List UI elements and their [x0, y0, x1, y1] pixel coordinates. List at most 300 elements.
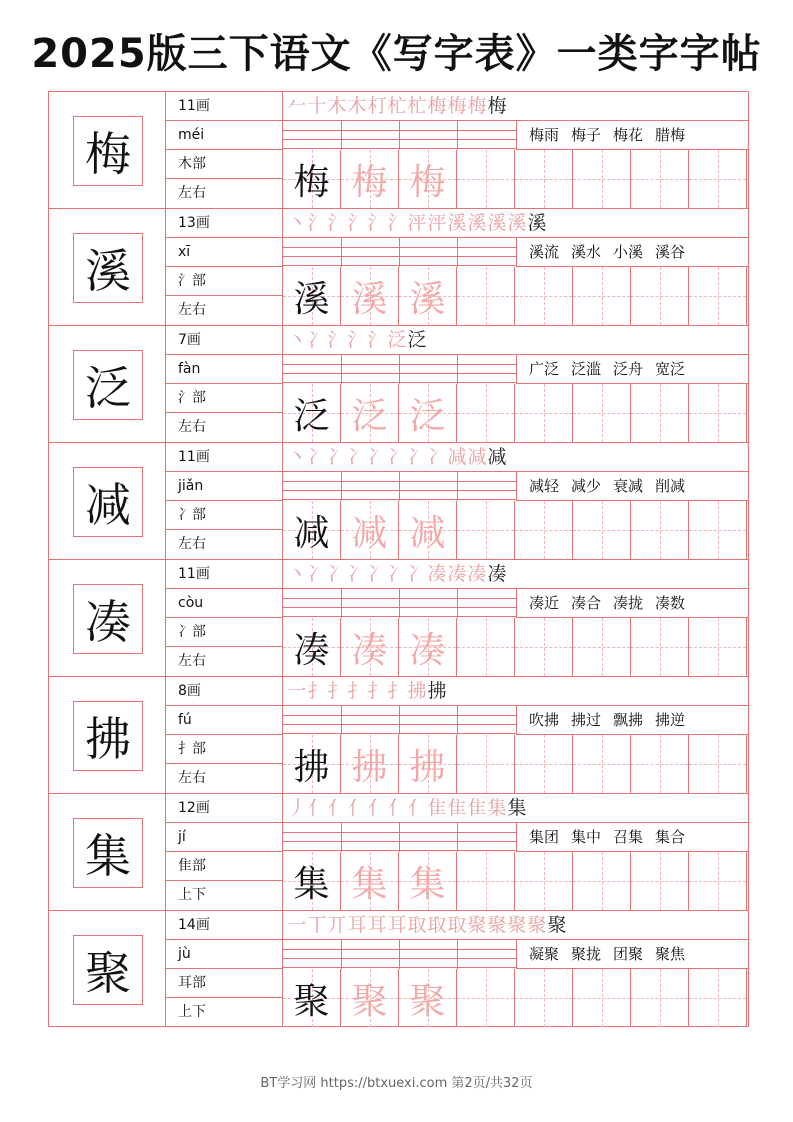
practice-area: [283, 911, 748, 1027]
grid-cell: [689, 384, 747, 442]
word: 集团: [529, 828, 560, 846]
word-list: [516, 472, 748, 501]
structure: 左右: [178, 536, 206, 552]
char-cell: [49, 794, 166, 910]
word: 凑拢: [613, 594, 644, 612]
grid-cell: [283, 735, 341, 793]
stroke-step: 集: [487, 797, 507, 819]
char-info: [166, 677, 283, 793]
pinyin: jiǎn: [166, 472, 282, 501]
stroke-step: 冫: [387, 563, 407, 585]
stroke-step: 取: [447, 914, 467, 936]
copybook-sheet: [48, 91, 749, 1027]
tianzi-grid: [283, 618, 748, 676]
practice-char: 泛: [409, 395, 446, 437]
word-list: [516, 355, 748, 384]
char-cell: [49, 560, 166, 676]
grid-cell: [573, 267, 631, 325]
practice-char: 集: [409, 863, 446, 905]
grid-cell: [515, 735, 573, 793]
practice-area: [283, 560, 748, 676]
word-list: [516, 940, 748, 969]
pinyin-lines: [283, 472, 516, 501]
char-cell: [49, 92, 166, 208]
word: 吹拂: [529, 711, 560, 729]
practice-char: 溪: [293, 278, 330, 320]
structure: 左右: [178, 302, 206, 318]
word: 宽泛: [655, 360, 686, 378]
tianzi-grid: [283, 735, 748, 793]
structure: 上下: [178, 1004, 206, 1020]
grid-cell: [341, 735, 399, 793]
grid-cell: [689, 618, 747, 676]
stroke-step: 丶: [287, 563, 307, 585]
page-title: 2025版三下语文《写字表》一类字字帖: [31, 31, 762, 77]
stroke-step: 丌: [327, 914, 347, 936]
char-cell: [49, 326, 166, 442]
grid-cell: [341, 267, 399, 325]
pinyin-lines: [283, 589, 516, 618]
word: 减轻: [529, 477, 560, 495]
grid-cell: [631, 618, 689, 676]
pinyin-lines: [283, 823, 516, 852]
stroke-step: 溪: [507, 212, 527, 234]
pinyin: xī: [166, 238, 282, 267]
stroke-step: 溪: [447, 212, 467, 234]
grid-cell: [689, 852, 747, 910]
char-row: [49, 677, 748, 794]
stroke-step: 丶: [287, 446, 307, 468]
stroke-step: 冫: [307, 446, 327, 468]
grid-cell: [515, 969, 573, 1027]
tianzi-grid: [283, 501, 748, 559]
char-row: [49, 209, 748, 326]
stroke-step: 亻: [407, 797, 427, 819]
pinyin-lines: [283, 706, 516, 735]
grid-cell: [573, 969, 631, 1027]
stroke-step: 冫: [367, 446, 387, 468]
stroke-step: 拂: [407, 680, 427, 702]
stroke-count: 14画: [166, 911, 282, 940]
stroke-step: 扌: [327, 680, 347, 702]
grid-cell: [341, 501, 399, 559]
stroke-step: 亻: [347, 797, 367, 819]
stroke-order: [283, 209, 748, 238]
stroke-step: 冫: [307, 563, 327, 585]
stroke-step: 减: [487, 446, 507, 468]
grid-cell: [283, 150, 341, 208]
stroke-step: 杧: [387, 95, 407, 117]
grid-cell: [341, 969, 399, 1027]
stroke-step: 氵: [327, 212, 347, 234]
grid-cell: [573, 852, 631, 910]
grid-cell: [631, 852, 689, 910]
grid-cell: [341, 384, 399, 442]
stroke-step: 聚: [527, 914, 547, 936]
stroke-step: 溪: [467, 212, 487, 234]
stroke-step: 凑: [427, 563, 447, 585]
char-row: [49, 560, 748, 677]
stroke-step: 十: [307, 95, 327, 117]
pinyin: fàn: [166, 355, 282, 384]
grid-cell: [515, 384, 573, 442]
stroke-step: 凑: [447, 563, 467, 585]
char-info: [166, 911, 283, 1027]
stroke-step: 溪: [527, 212, 547, 234]
tianzi-grid: [283, 852, 748, 910]
stroke-step: 氵: [367, 212, 387, 234]
char-row: [49, 443, 748, 560]
practice-char: 溪: [409, 278, 446, 320]
grid-cell: [515, 267, 573, 325]
grid-cell: [283, 969, 341, 1027]
stroke-step: 木: [347, 95, 367, 117]
radical: 氵部: [166, 267, 282, 296]
word: 拂逆: [655, 711, 686, 729]
practice-area: [283, 443, 748, 559]
stroke-step: 冫: [407, 446, 427, 468]
practice-area: [283, 677, 748, 793]
grid-cell: [457, 618, 515, 676]
grid-cell: [631, 501, 689, 559]
big-char: 凑: [73, 584, 143, 654]
stroke-count: 13画: [166, 209, 282, 238]
tianzi-grid: [283, 267, 748, 325]
grid-cell: [573, 618, 631, 676]
stroke-step: 杧: [407, 95, 427, 117]
stroke-step: 泛: [387, 329, 407, 351]
word-list: [516, 238, 748, 267]
grid-cell: [573, 735, 631, 793]
word: 腊梅: [655, 126, 686, 144]
radical: 扌部: [166, 735, 282, 764]
stroke-order: [283, 677, 748, 706]
char-row: [49, 794, 748, 911]
stroke-step: 扌: [307, 680, 327, 702]
big-char: 聚: [73, 935, 143, 1005]
stroke-step: 丶: [287, 212, 307, 234]
practice-area: [283, 209, 748, 325]
stroke-step: 扌: [387, 680, 407, 702]
radical: 木部: [166, 150, 282, 179]
stroke-step: 冫: [407, 563, 427, 585]
char-cell: [49, 677, 166, 793]
big-char: 减: [73, 467, 143, 537]
word-list: [516, 589, 748, 618]
stroke-step: 氵: [367, 329, 387, 351]
stroke-step: 冫: [347, 446, 367, 468]
practice-char: 凑: [293, 629, 330, 671]
word: 聚拢: [571, 945, 602, 963]
grid-cell: [283, 852, 341, 910]
char-cell: [49, 443, 166, 559]
word-list: [516, 823, 748, 852]
stroke-order: [283, 92, 748, 121]
grid-cell: [515, 150, 573, 208]
word: 集中: [571, 828, 602, 846]
grid-cell: [341, 852, 399, 910]
grid-cell: [689, 735, 747, 793]
char-info: [166, 326, 283, 442]
word: 凝聚: [529, 945, 560, 963]
char-row: [49, 326, 748, 443]
structure: 左右: [178, 185, 206, 201]
structure: 上下: [178, 887, 206, 903]
pinyin: còu: [166, 589, 282, 618]
practice-area: [283, 92, 748, 208]
radical: 耳部: [166, 969, 282, 998]
stroke-step: 取: [427, 914, 447, 936]
stroke-step: 氵: [307, 212, 327, 234]
char-info: [166, 209, 283, 325]
practice-char: 减: [409, 512, 446, 554]
stroke-step: 冫: [387, 446, 407, 468]
grid-cell: [457, 384, 515, 442]
radical: 冫部: [166, 501, 282, 530]
word: 团聚: [613, 945, 644, 963]
word-list: [516, 121, 748, 150]
word: 泛滥: [571, 360, 602, 378]
grid-cell: [515, 501, 573, 559]
char-cell: [49, 209, 166, 325]
stroke-step: 减: [447, 446, 467, 468]
stroke-step: 梅: [447, 95, 467, 117]
grid-cell: [457, 267, 515, 325]
grid-cell: [283, 618, 341, 676]
practice-char: 泛: [293, 395, 330, 437]
grid-cell: [689, 969, 747, 1027]
word: 削减: [655, 477, 686, 495]
word: 飘拂: [613, 711, 644, 729]
word: 广泛: [529, 360, 560, 378]
big-char: 泛: [73, 350, 143, 420]
stroke-count: 11画: [166, 443, 282, 472]
pinyin-lines: [283, 238, 516, 267]
word: 溪水: [571, 243, 602, 261]
big-char: 溪: [73, 233, 143, 303]
grid-cell: [399, 852, 457, 910]
word: 减少: [571, 477, 602, 495]
grid-cell: [341, 618, 399, 676]
char-row: [49, 911, 748, 1028]
practice-char: 凑: [351, 629, 388, 671]
grid-cell: [631, 150, 689, 208]
grid-cell: [689, 150, 747, 208]
stroke-step: 聚: [507, 914, 527, 936]
stroke-step: 取: [407, 914, 427, 936]
stroke-step: 耳: [347, 914, 367, 936]
word: 溪谷: [655, 243, 686, 261]
stroke-step: 丿: [287, 797, 307, 819]
stroke-step: 泙: [407, 212, 427, 234]
stroke-step: 亻: [307, 797, 327, 819]
stroke-step: 氵: [327, 329, 347, 351]
practice-char: 梅: [351, 161, 388, 203]
big-char: 拂: [73, 701, 143, 771]
grid-cell: [631, 735, 689, 793]
stroke-count: 12画: [166, 794, 282, 823]
word: 凑数: [655, 594, 686, 612]
char-info: [166, 443, 283, 559]
grid-cell: [399, 150, 457, 208]
char-cell: [49, 911, 166, 1027]
stroke-step: 氵: [347, 329, 367, 351]
stroke-count: 7画: [166, 326, 282, 355]
stroke-step: 隹: [467, 797, 487, 819]
word: 召集: [613, 828, 644, 846]
big-char: 集: [73, 818, 143, 888]
stroke-step: 冫: [307, 329, 327, 351]
stroke-step: 聚: [487, 914, 507, 936]
practice-char: 凑: [409, 629, 446, 671]
practice-area: [283, 794, 748, 910]
grid-cell: [341, 150, 399, 208]
grid-cell: [515, 618, 573, 676]
grid-cell: [689, 501, 747, 559]
stroke-step: 减: [467, 446, 487, 468]
word: 泛舟: [613, 360, 644, 378]
tianzi-grid: [283, 150, 748, 208]
grid-cell: [457, 501, 515, 559]
radical: 氵部: [166, 384, 282, 413]
stroke-step: 凑: [467, 563, 487, 585]
grid-cell: [573, 384, 631, 442]
stroke-step: 扌: [347, 680, 367, 702]
practice-char: 聚: [293, 980, 330, 1022]
grid-cell: [283, 384, 341, 442]
grid-cell: [457, 735, 515, 793]
stroke-step: 丅: [307, 914, 327, 936]
stroke-step: 冫: [327, 563, 347, 585]
stroke-step: 泛: [407, 329, 427, 351]
grid-cell: [631, 267, 689, 325]
stroke-step: 梅: [427, 95, 447, 117]
stroke-step: 冫: [347, 563, 367, 585]
practice-char: 泛: [351, 395, 388, 437]
grid-cell: [631, 384, 689, 442]
structure: 左右: [178, 770, 206, 786]
stroke-order: [283, 560, 748, 589]
grid-cell: [283, 267, 341, 325]
grid-cell: [457, 969, 515, 1027]
stroke-step: 溪: [487, 212, 507, 234]
structure: 左右: [178, 653, 206, 669]
stroke-step: 隹: [447, 797, 467, 819]
stroke-step: 拂: [427, 680, 447, 702]
stroke-step: 耳: [367, 914, 387, 936]
grid-cell: [399, 267, 457, 325]
pinyin: jù: [166, 940, 282, 969]
word: 聚焦: [655, 945, 686, 963]
stroke-step: 凑: [487, 563, 507, 585]
practice-char: 梅: [409, 161, 446, 203]
practice-char: 集: [351, 863, 388, 905]
page-footer: BT学习网 https://btxuexi.com 第2页/共32页: [260, 1076, 533, 1091]
stroke-step: 𠂉: [287, 95, 307, 117]
char-info: [166, 794, 283, 910]
grid-cell: [689, 267, 747, 325]
word-list: [516, 706, 748, 735]
grid-cell: [573, 150, 631, 208]
grid-cell: [399, 618, 457, 676]
stroke-step: 木: [327, 95, 347, 117]
word: 拂过: [571, 711, 602, 729]
pinyin: jí: [166, 823, 282, 852]
word: 小溪: [613, 243, 644, 261]
practice-char: 减: [351, 512, 388, 554]
practice-char: 集: [293, 863, 330, 905]
practice-char: 拂: [351, 746, 388, 788]
stroke-order: [283, 443, 748, 472]
stroke-step: 隹: [427, 797, 447, 819]
practice-char: 溪: [351, 278, 388, 320]
word: 凑近: [529, 594, 560, 612]
stroke-step: 一: [287, 680, 307, 702]
stroke-order: [283, 326, 748, 355]
stroke-step: 亻: [327, 797, 347, 819]
stroke-step: 氵: [347, 212, 367, 234]
char-info: [166, 92, 283, 208]
stroke-order: [283, 911, 748, 940]
char-info: [166, 560, 283, 676]
stroke-step: 梅: [467, 95, 487, 117]
grid-cell: [573, 501, 631, 559]
word: 梅花: [613, 126, 644, 144]
word: 梅子: [571, 126, 602, 144]
structure: 左右: [178, 419, 206, 435]
grid-cell: [399, 501, 457, 559]
pinyin-lines: [283, 355, 516, 384]
stroke-step: 冫: [367, 563, 387, 585]
stroke-step: 聚: [547, 914, 567, 936]
pinyin: fú: [166, 706, 282, 735]
char-row: [49, 92, 748, 209]
word: 凑合: [571, 594, 602, 612]
stroke-step: 冫: [327, 446, 347, 468]
word: 集合: [655, 828, 686, 846]
pinyin: méi: [166, 121, 282, 150]
practice-char: 梅: [293, 161, 330, 203]
radical: 冫部: [166, 618, 282, 647]
stroke-step: 耳: [387, 914, 407, 936]
grid-cell: [399, 735, 457, 793]
tianzi-grid: [283, 969, 748, 1027]
pinyin-lines: [283, 121, 516, 150]
practice-char: 拂: [409, 746, 446, 788]
grid-cell: [283, 501, 341, 559]
stroke-step: 集: [507, 797, 527, 819]
tianzi-grid: [283, 384, 748, 442]
practice-char: 减: [293, 512, 330, 554]
stroke-step: 梅: [487, 95, 507, 117]
stroke-count: 8画: [166, 677, 282, 706]
stroke-step: 扌: [367, 680, 387, 702]
grid-cell: [631, 969, 689, 1027]
word: 溪流: [529, 243, 560, 261]
stroke-step: 聚: [467, 914, 487, 936]
stroke-step: 亻: [367, 797, 387, 819]
word: 梅雨: [529, 126, 560, 144]
grid-cell: [457, 150, 515, 208]
stroke-count: 11画: [166, 560, 282, 589]
grid-cell: [515, 852, 573, 910]
practice-char: 聚: [409, 980, 446, 1022]
word: 衰减: [613, 477, 644, 495]
grid-cell: [457, 852, 515, 910]
practice-char: 聚: [351, 980, 388, 1022]
grid-cell: [399, 969, 457, 1027]
stroke-step: 丶: [287, 329, 307, 351]
